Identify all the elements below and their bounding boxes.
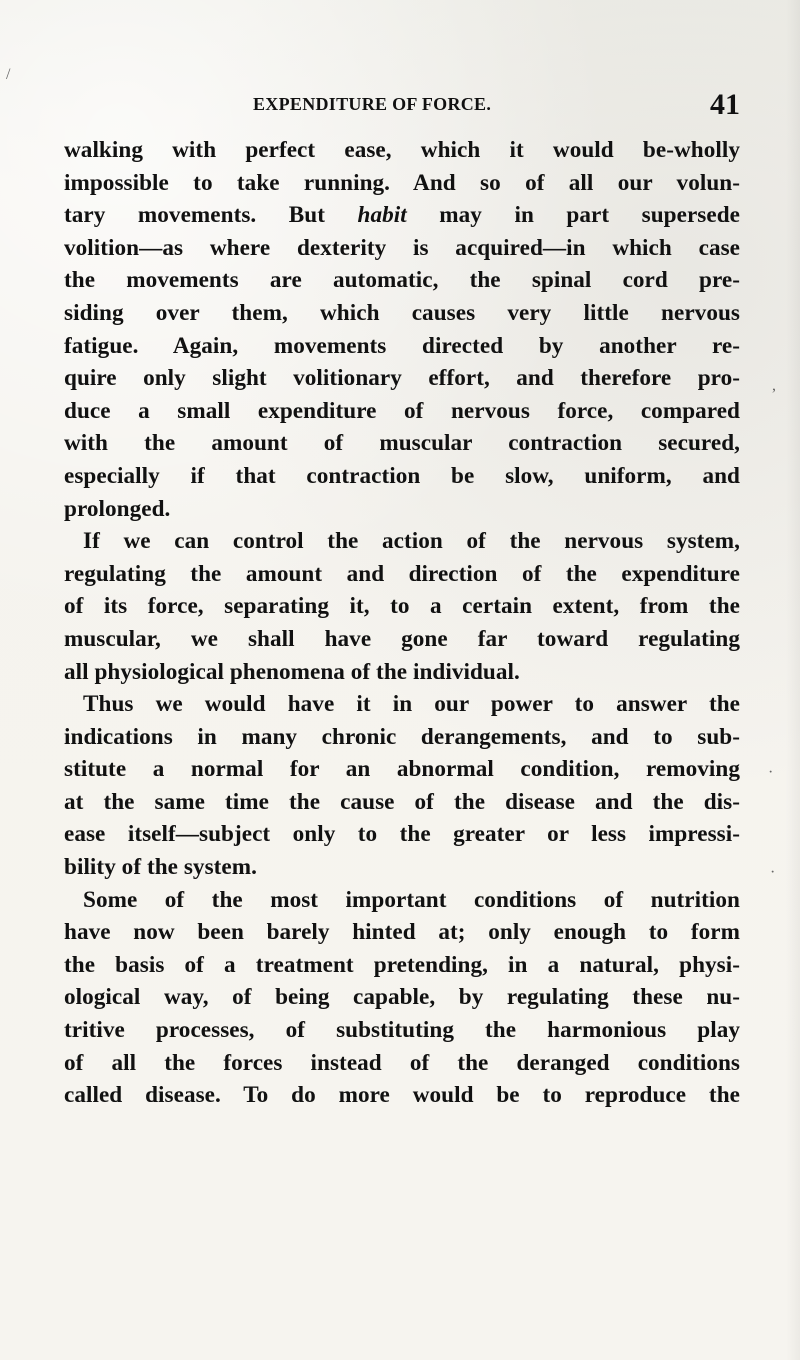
body-text (64, 134, 740, 1112)
text-line: If we can control the action of the nervous system, (83, 528, 740, 555)
text-line: volition—as where dexterity is acquired—in which case (64, 234, 740, 261)
text-line: bility of the system. (64, 854, 257, 881)
text-line: the movements are automatic, the spinal cord pre- (64, 267, 740, 294)
page-edge-shadow (786, 0, 800, 1360)
text-line: walking with perfect ease, which it would be-wholly (64, 137, 740, 163)
text-line: regulating the amount and direction of the expenditure (64, 560, 740, 587)
text-line: of its force, separating it, to a certain extent, from the (64, 593, 740, 620)
running-title: EXPENDITURE OF FORCE. (253, 94, 492, 114)
page-number: 41 (710, 88, 740, 121)
text-line: duce a small expenditure of nervous force, compared (64, 397, 740, 424)
margin-speck: / (6, 66, 11, 83)
text-line: ease itself—subject only to the greater or less impressi- (64, 821, 740, 848)
text-line: at the same time the cause of the disease and the dis- (64, 788, 740, 815)
text-line: especially if that contraction be slow, uniform, and (64, 462, 740, 489)
text-line: the basis of a treatment pretending, in a natural, physi- (64, 951, 740, 978)
text-line: stitute a normal for an abnormal condition, removing (64, 756, 740, 783)
text-line: tritive processes, of substituting the harmonious play (64, 1017, 740, 1044)
text-line: Thus we would have it in our power to answer the (83, 691, 740, 718)
text-line: fatigue. Again, movements directed by another re- (64, 332, 740, 359)
text-line: tary movements. But habit may in part supersede (64, 202, 740, 229)
text-line: with the amount of muscular contraction secured, (64, 430, 740, 457)
text-line: Some of the most important conditions of nutrition (83, 886, 740, 913)
text-line: impossible to take running. And so of all our volun- (64, 169, 740, 196)
margin-speck: · (770, 864, 776, 881)
margin-speck: , (772, 377, 776, 394)
text-line: muscular, we shall have gone far toward regulating (64, 625, 740, 652)
text-line: called disease. To do more would be to reproduce the (64, 1082, 740, 1109)
text-line: prolonged. (64, 495, 171, 522)
italic-word: habit (357, 202, 407, 229)
text-line: indications in many chronic derangements, and to sub- (64, 723, 740, 750)
text-line: siding over them, which causes very little nervous (64, 299, 740, 326)
margin-speck: · (768, 764, 774, 781)
text-line: all physiological phenomena of the individual. (64, 658, 520, 685)
page-header (253, 88, 740, 122)
text-line: ological way, of being capable, by regulating these nu- (64, 984, 740, 1011)
text-line: have now been barely hinted at; only enough to form (64, 919, 740, 946)
text-line: of all the forces instead of the deranged conditions (64, 1049, 740, 1076)
text-line: quire only slight volitionary effort, and therefore pro- (64, 365, 740, 392)
